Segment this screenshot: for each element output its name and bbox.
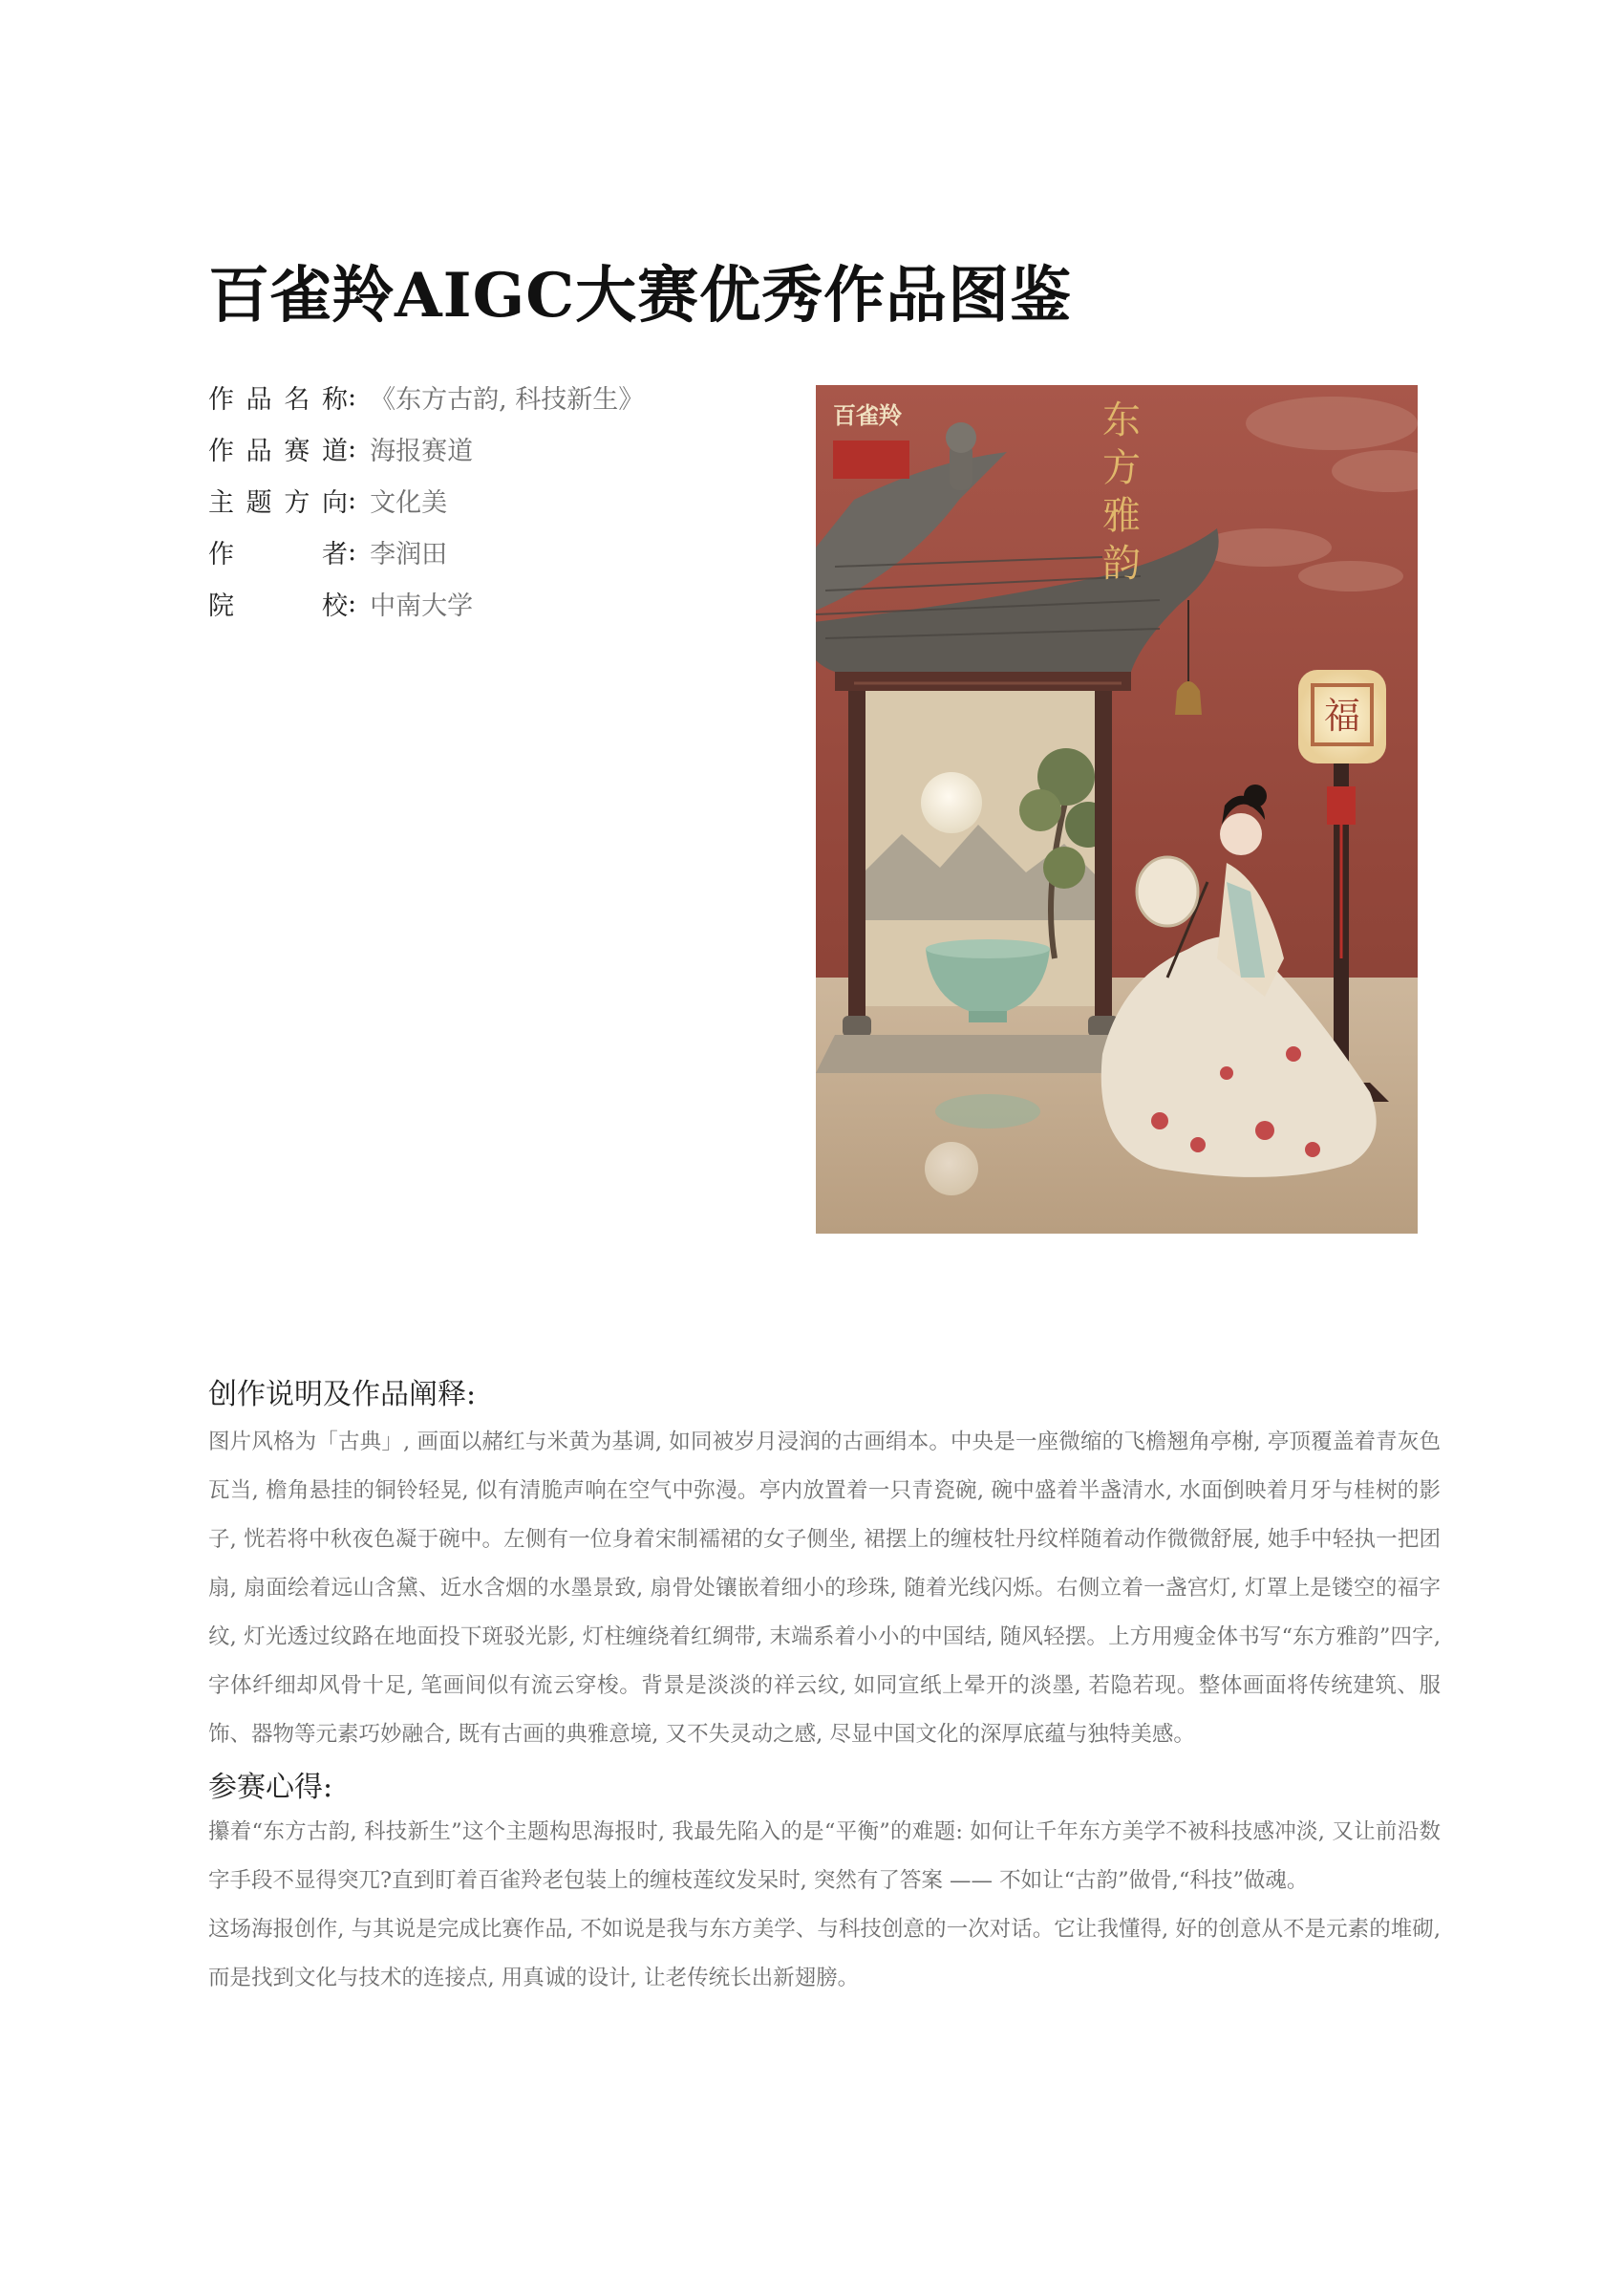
description-text: 图片风格为「古典」, 画面以赭红与米黄为基调, 如同被岁月浸润的古画绢本。中央是一座微缩的飞檐翘角亭榭, 亭顶覆盖着青灰色瓦当, 檐角悬挂的铜铃轻晃, 似有清脆声响在空气中弥漫。亭内放置着一只青瓷碗, 碗中盛着半盏清水, 水面倒映着月牙与桂树的影子, 恍若将中秋夜色凝于碗中。左侧有一位身着宋制襦裙的女子侧坐, 裙摆上的缠枝牡丹纹样随着动作微微舒展, 她手中轻执一把团扇, 扇面绘着远山含黛、近水含烟的水墨景致, 扇骨处镶嵌着细小的珍珠, 随着光线闪烁。右侧立着一盏宫灯, 灯罩上是镂空的福字纹, 灯光透过纹路在地面投下斑驳光影, 灯柱缠绕着红绸带, 末端系着小小的中国结, 随风轻摆。上方用瘦金体书写“东方雅韵”四字, 字体纤细却风骨十足, 笔画间似有流云穿梭。背景是淡淡的祥云纹, 如同宣纸上晕开的淡墨, 若隐若现。整体画面将传统建筑、服饰、器物等元素巧妙融合, 既有古画的典雅意境, 又不失灵动之感, 尽显中国文化的深厚底蕴与独特美感。 bbox=[208, 1430, 1441, 1747]
poster-char-1: 东 bbox=[1102, 398, 1141, 442]
author-label: 作者 bbox=[208, 539, 348, 570]
page-title: 百雀羚AIGC大赛优秀作品图鉴 bbox=[208, 260, 1073, 332]
reflection-paragraph-1: 攥着“东方古韵, 科技新生”这个主题构思海报时, 我最先陷入的是“平衡”的难题: 如何让千年东方美学不被科技感冲淡, 又让前沿数字手段不显得突兀?直到盯着百雀羚老包装上的缠枝莲纹发呆时, 突然有了答案 —— 不如让“古韵”做骨,“科技”做魂。 bbox=[208, 1819, 1441, 1893]
theme-value: 文化美 bbox=[370, 487, 448, 518]
work-name-label: 作品名称 bbox=[208, 384, 348, 415]
theme-row: 主题方向 : 文化美 bbox=[208, 474, 781, 526]
school-value: 中南大学 bbox=[370, 591, 474, 621]
school-label: 院校 bbox=[208, 591, 348, 621]
brand-seal bbox=[833, 441, 909, 479]
poster-char-3: 雅 bbox=[1102, 494, 1141, 538]
work-name-value: 《东方古韵, 科技新生》 bbox=[370, 384, 645, 415]
poster-char-4: 韵 bbox=[1102, 542, 1141, 586]
work-track-value: 海报赛道 bbox=[370, 436, 474, 466]
reflection-title: 参赛心得: bbox=[208, 1771, 333, 1804]
work-info bbox=[208, 371, 781, 629]
round-fan bbox=[1137, 857, 1198, 926]
reflection-paragraph-2: 这场海报创作, 与其说是完成比赛作品, 不如说是我与东方美学、与科技创意的一次对话。它让我懂得, 好的创意从不是元素的堆砌, 而是找到文化与技术的连接点, 用真诚的设计, 让老传统长出新翅膀。 bbox=[208, 1917, 1441, 1990]
poster-image bbox=[816, 385, 1418, 1234]
poster-illustration bbox=[816, 385, 1418, 1234]
poster-brand: 百雀羚 bbox=[833, 401, 902, 429]
school-row: 院校 : 中南大学 bbox=[208, 577, 781, 629]
work-name-row: 作品名称 : 《东方古韵, 科技新生》 bbox=[208, 371, 781, 422]
work-track-label: 作品赛道 bbox=[208, 436, 348, 466]
work-track-row: 作品赛道 : 海报赛道 bbox=[208, 422, 781, 474]
description-title: 创作说明及作品阐释: bbox=[208, 1378, 477, 1411]
author-value: 李润田 bbox=[370, 539, 448, 570]
moon bbox=[921, 772, 982, 833]
theme-label: 主题方向 bbox=[208, 487, 348, 518]
author-row: 作者 : 李润田 bbox=[208, 526, 781, 577]
lantern-fu-char: 福 bbox=[1323, 695, 1361, 737]
poster-char-2: 方 bbox=[1102, 446, 1141, 490]
